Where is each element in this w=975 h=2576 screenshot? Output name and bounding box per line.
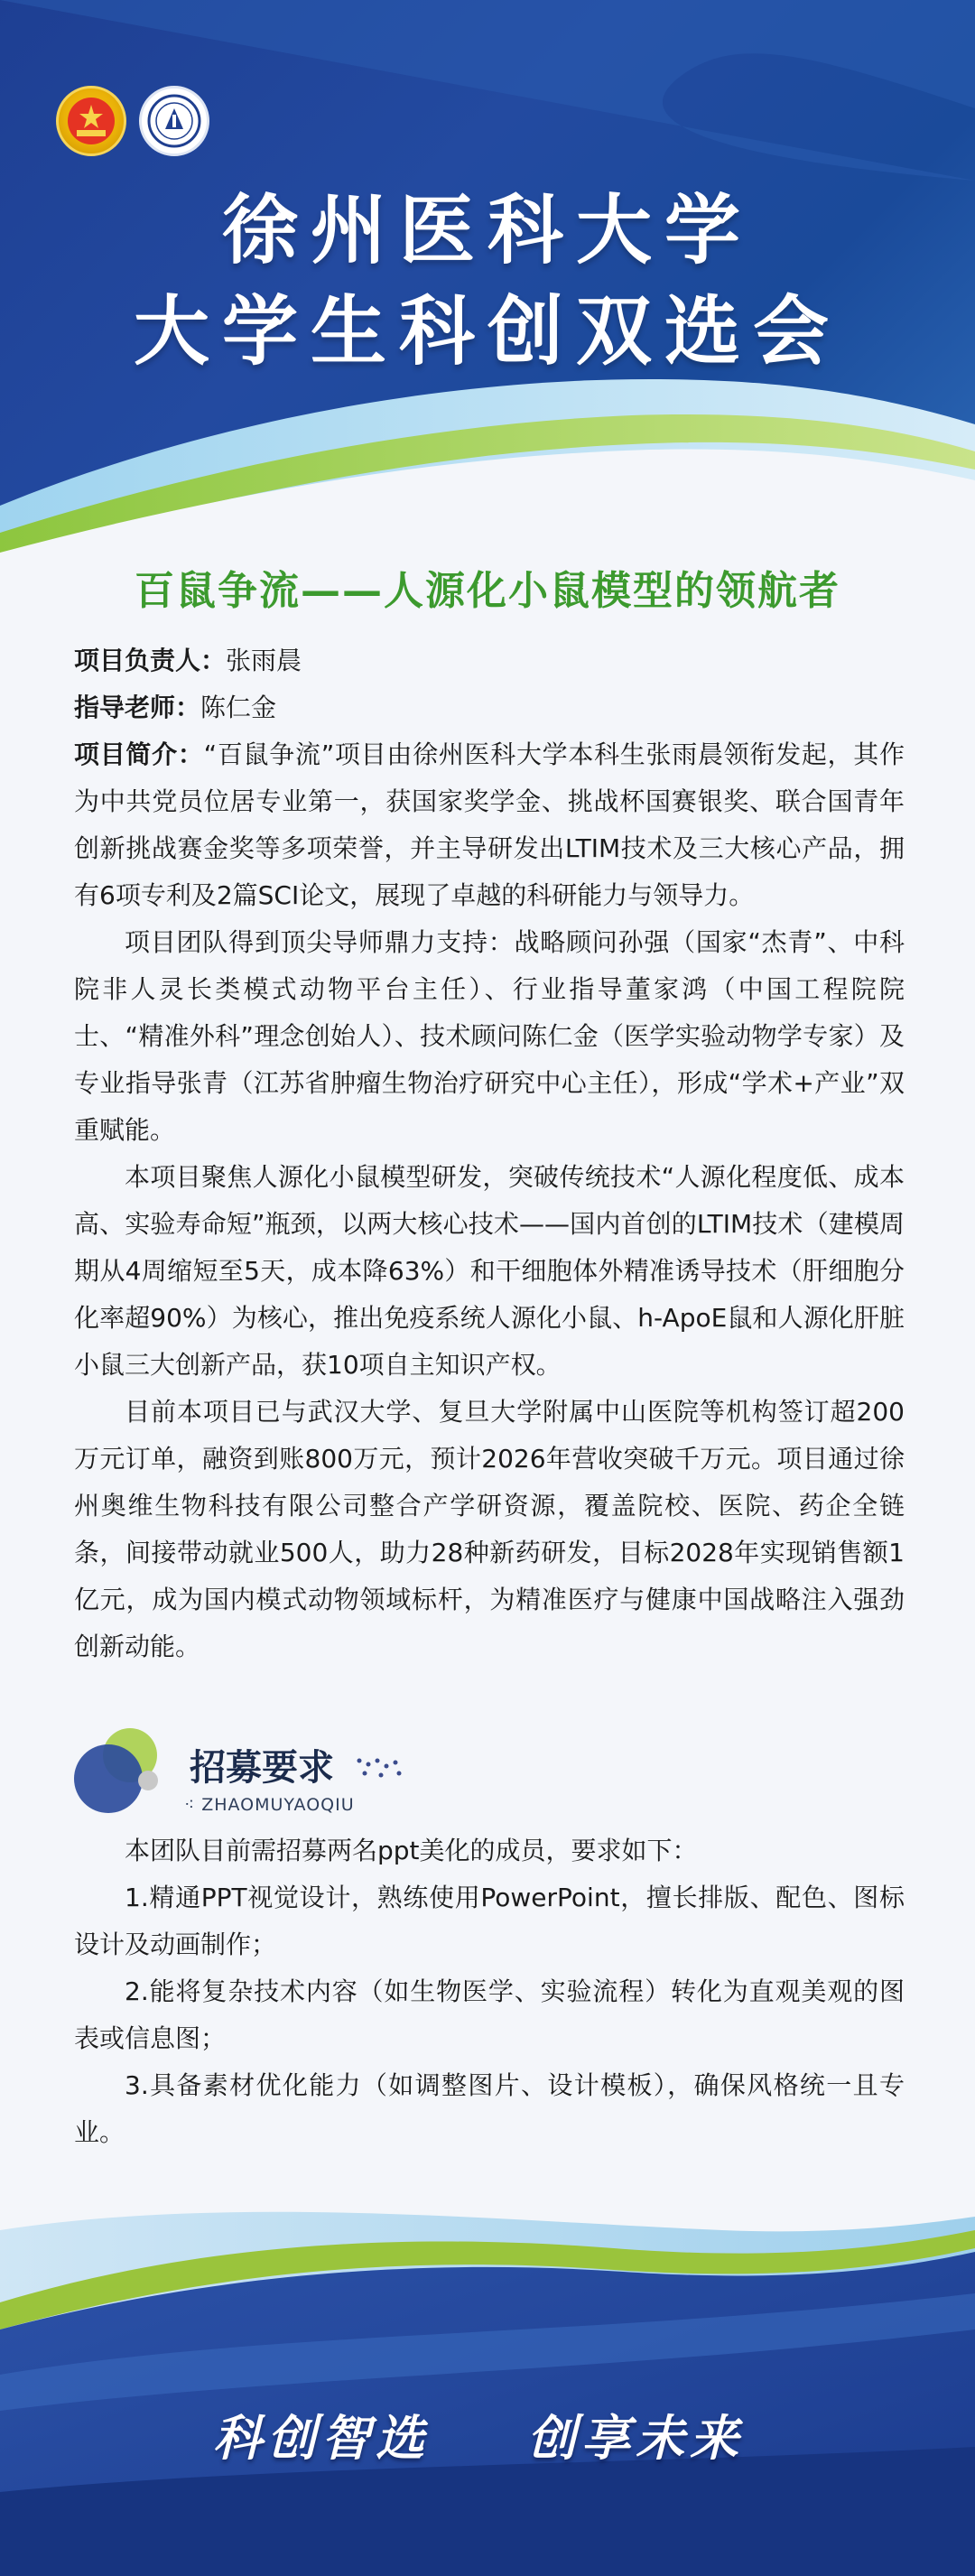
recruit-item: 2.能将复杂技术内容（如生物医学、实验流程）转化为直观美观的图表或信息图； [74, 1976, 905, 2053]
intro-label: 项目简介： [74, 739, 204, 769]
advisor-line [74, 684, 905, 731]
youth-league-emblem-icon [64, 94, 118, 148]
intro-text: “百鼠争流”项目由徐州医科大学本科生张雨晨领衔发起，其作为中共党员位居专业第一，获国家奖学金、挑战杯国赛银奖、联合国青年创新挑战赛金奖等多项荣誉，并主导研发出LTIM技术及三大核心产品，拥有6项专利及2篇SCI论文，展现了卓越的科研能力与领导力。 [74, 739, 905, 910]
logo-group [56, 86, 209, 156]
recruit-circles-icon [65, 1723, 182, 1840]
event-title-line1: 徐州医科大学 [221, 186, 753, 274]
university-logo [139, 86, 209, 156]
project-title: 百鼠争流——人源化小鼠模型的领航者 [135, 568, 840, 614]
leader-line [74, 637, 905, 684]
slogan-left: 科创智选 [213, 2410, 430, 2467]
technology-paragraph: 本项目聚焦人源化小鼠模型研发，突破传统技术“人源化程度低、成本高、实验寿命短”瓶颈，以两大核心技术——国内首创的LTIM技术（建模周期从4周缩短至5天，成本降63%）和干细胞体外精准诱导技术（肝细胞分化率超90%）为核心，推出免疫系统人源化小鼠、h-ApoE鼠和人源化肝脏小鼠三大创新产品，获10项自主知识产权。 [74, 1162, 905, 1380]
slogan-right: 创享未来 [527, 2410, 744, 2467]
leader-label: 项目负责人： [74, 646, 227, 675]
team-paragraph: 项目团队得到顶尖导师鼎力支持：战略顾问孙强（国家“杰青”、中科院非人灵长类模式动物平台主任）、行业指导董家鸿（中国工程院院士、“精准外科”理念创始人）、技术顾问陈仁金（医学实验动物学专家）及专业指导张青（江苏省肿瘤生物治疗研究中心主任），形成“学术+产业”双重赋能。 [74, 927, 905, 1145]
advisor-name: 陈仁金 [200, 693, 277, 722]
recruit-title: 招募要求 [190, 1747, 334, 1789]
header-banner [0, 0, 975, 578]
intro-paragraph [74, 731, 905, 919]
subtitle-dots-icon: ⁖ [184, 1795, 202, 1815]
recruit-item: 1.精通PPT视觉设计，熟练使用PowerPoint，擅长排版、配色、图标设计及动画制作； [74, 1883, 905, 1959]
advisor-label: 指导老师： [74, 693, 201, 722]
leader-name: 张雨晨 [226, 646, 302, 675]
project-content [74, 637, 905, 1670]
event-title-line2: 大学生科创双选会 [133, 287, 841, 376]
dots-decoration-icon [356, 1755, 410, 1782]
business-paragraph: 目前本项目已与武汉大学、复旦大学附属中山医院等机构签订超200万元订单，融资到账800万元，预计2026年营收突破千万元。项目通过徐州奥维生物科技有限公司整合产学研资源，覆盖院校、医院、药企全链条，间接带动就业500人，助力28种新药研发，目标2028年实现销售额1亿元，成为国内模式动物领域标杆，为精准医疗与健康中国战略注入强劲创新动能。 [74, 1397, 905, 1661]
recruit-intro: 本团队目前需招募两名ppt美化的成员，要求如下： [125, 1836, 698, 1865]
footer-wave-decoration [0, 2194, 975, 2576]
university-seal-icon [146, 93, 202, 149]
youth-league-logo [56, 86, 126, 156]
recruit-subtitle: ⁖ ZHAOMUYAOQIU [184, 1795, 355, 1815]
recruit-body [74, 1827, 905, 2156]
recruit-item: 3.具备素材优化能力（如调整图片、设计模板），确保风格统一且专业。 [74, 2070, 905, 2147]
